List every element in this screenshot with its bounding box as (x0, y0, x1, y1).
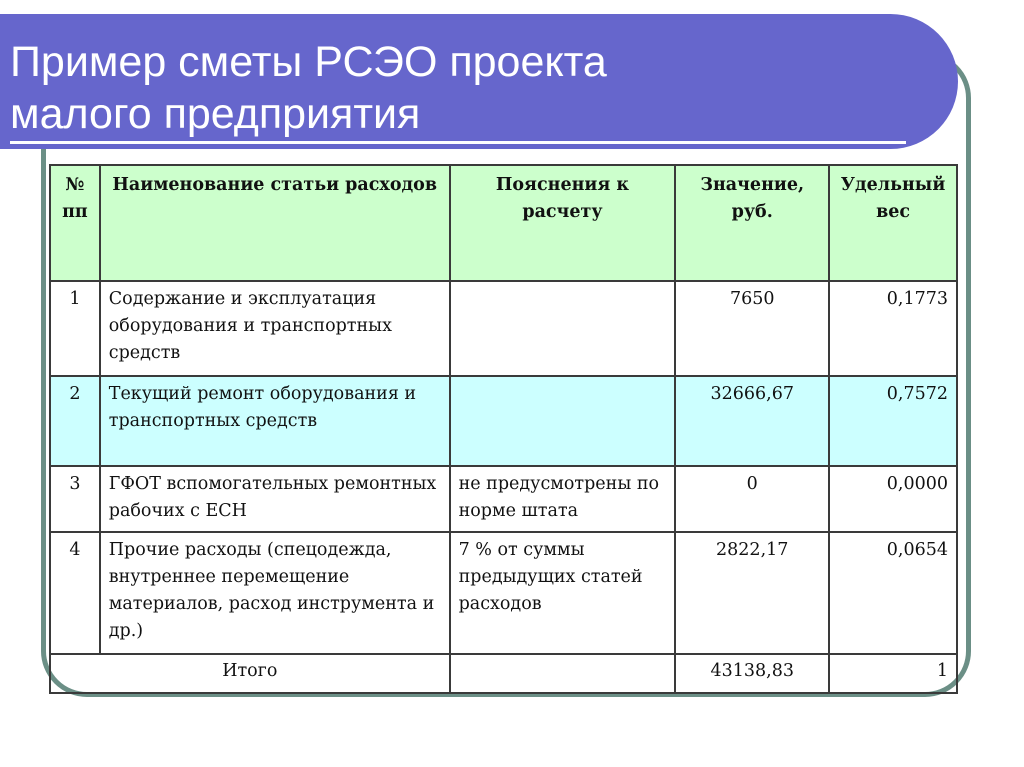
cell-weight: 0,7572 (829, 376, 957, 466)
cell-name: Прочие расходы (спецодежда, внутреннее перемещение материалов, расход инструмента и др.) (100, 532, 450, 654)
total-weight: 1 (829, 654, 957, 693)
cell-num: 3 (50, 466, 100, 532)
cell-note: 7 % от суммы предыдущих статей расходов (450, 532, 676, 654)
title-underline (10, 141, 906, 144)
table-row (50, 532, 957, 654)
header-num: № пп (50, 165, 100, 281)
slide-title-line-2: малого предприятия (10, 90, 421, 138)
cell-name: ГФОТ вспомогательных ремонтных рабочих с ЕСН (100, 466, 450, 532)
header-weight: Удельный вес (829, 165, 957, 281)
total-label: Итого (50, 654, 450, 693)
cell-weight: 0,0000 (829, 466, 957, 532)
cell-value: 0 (675, 466, 829, 532)
table-header-row (50, 165, 957, 281)
slide-title-line-1: Пример сметы РСЭО проекта (10, 38, 607, 86)
cell-num: 1 (50, 281, 100, 376)
table-total-row (50, 654, 957, 693)
total-note (450, 654, 676, 693)
cell-note (450, 376, 676, 466)
cell-value: 32666,67 (675, 376, 829, 466)
table-row (50, 281, 957, 376)
cell-note (450, 281, 676, 376)
cell-num: 2 (50, 376, 100, 466)
cell-name: Содержание и эксплуатация оборудования и транспортных средств (100, 281, 450, 376)
table-row (50, 466, 957, 532)
cell-value: 2822,17 (675, 532, 829, 654)
cell-name: Текущий ремонт оборудования и транспортных средств (100, 376, 450, 466)
cell-note: не предусмотрены по норме штата (450, 466, 676, 532)
header-value: Значение, руб. (675, 165, 829, 281)
header-name: Наименование статьи расходов (100, 165, 450, 281)
total-value: 43138,83 (675, 654, 829, 693)
cell-weight: 0,0654 (829, 532, 957, 654)
title-band (0, 14, 958, 149)
cell-num: 4 (50, 532, 100, 654)
slide-title (10, 36, 607, 140)
cell-value: 7650 (675, 281, 829, 376)
estimate-table (49, 164, 958, 694)
cell-weight: 0,1773 (829, 281, 957, 376)
header-note: Пояснения к расчету (450, 165, 676, 281)
table-row (50, 376, 957, 466)
